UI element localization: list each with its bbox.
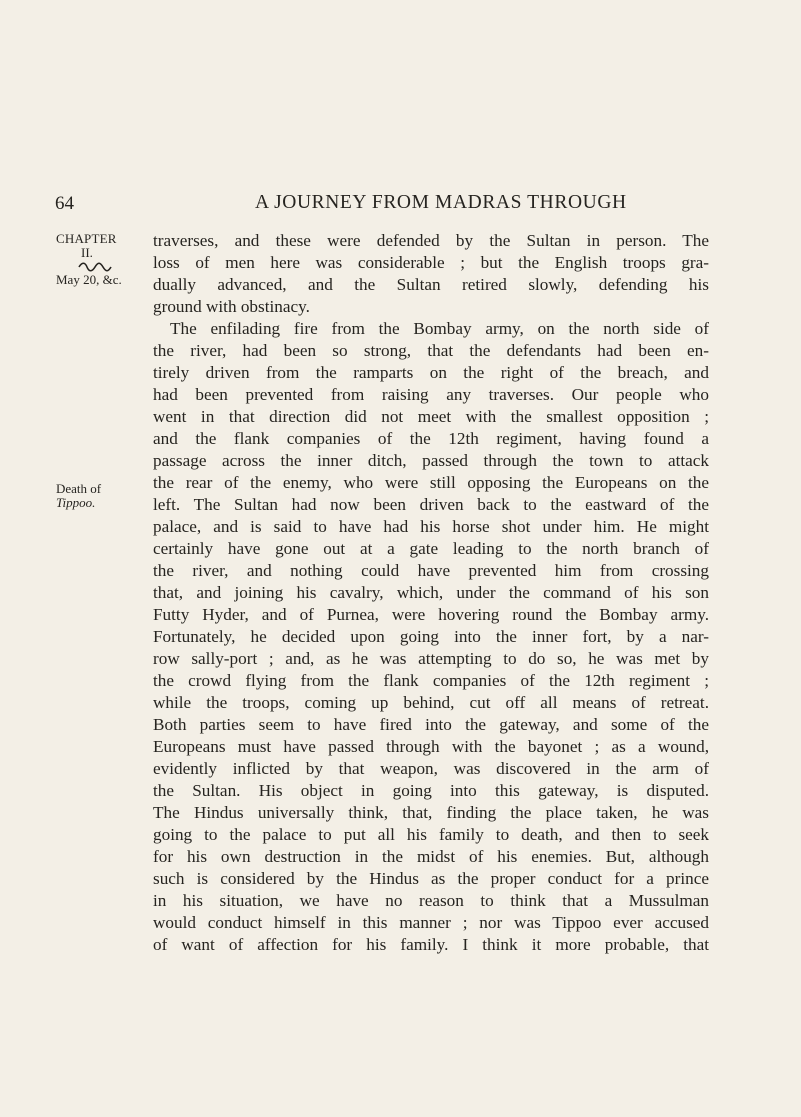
text-line: row sally-port ; and, as he was attempting to do so, he was met by <box>153 649 709 668</box>
margin-note-date: May 20, &c. <box>56 272 122 287</box>
text-line: The Hindus universally think, that, finding the place taken, he was <box>153 803 709 822</box>
text-line: the crowd flying from the flank companies of the 12th regiment ; <box>153 671 709 690</box>
page-number: 64 <box>55 193 74 214</box>
margin-note-death-of: Death of <box>56 481 102 496</box>
text-line: passage across the inner ditch, passed through the town to attack <box>153 451 709 470</box>
margin-note-chapter-number: II. <box>81 245 93 260</box>
text-line: Both parties seem to have fired into the gateway, and some of the <box>153 715 709 734</box>
text-line: for his own destruction in the midst of his enemies. But, although <box>153 847 709 866</box>
text-line: of want of affection for his family. I think it more probable, that <box>153 935 709 954</box>
text-line: the rear of the enemy, who were still opposing the Europeans on the <box>153 473 709 492</box>
text-line: Futty Hyder, and of Purnea, were hovering round the Bombay army. <box>153 605 709 624</box>
text-line: Europeans must have passed through with the bayonet ; as a wound, <box>153 737 709 756</box>
text-line: that, and joining his cavalry, which, under the command of his son <box>153 583 709 602</box>
text-line: went in that direction did not meet with the smallest opposition ; <box>153 407 709 426</box>
text-line: certainly have gone out at a gate leading to the north branch of <box>153 539 709 558</box>
body-text <box>153 230 709 956</box>
text-line: the river, had been so strong, that the defendants had been en- <box>153 341 709 360</box>
text-line: would conduct himself in this manner ; nor was Tippoo ever accused <box>153 913 709 932</box>
text-line: loss of men here was considerable ; but the English troops gra- <box>153 253 709 272</box>
text-line: the Sultan. His object in going into this gateway, is disputed. <box>153 781 709 800</box>
text-line: in his situation, we have no reason to think that a Mussulman <box>153 891 709 910</box>
text-line: palace, and is said to have had his horse shot under him. He might <box>153 517 709 536</box>
text-line: while the troops, coming up behind, cut off all means of retreat. <box>153 693 709 712</box>
text-line: left. The Sultan had now been driven back to the eastward of the <box>153 495 709 514</box>
text-line: ground with obstinacy. <box>153 297 310 316</box>
text-line: The enfilading fire from the Bombay army, on the north side of <box>170 319 709 338</box>
text-line: tirely driven from the ramparts on the right of the breach, and <box>153 363 709 382</box>
text-line: such is considered by the Hindus as the proper conduct for a prince <box>153 869 709 888</box>
text-line: and the flank companies of the 12th regiment, having found a <box>153 429 709 448</box>
text-line: going to the palace to put all his family to death, and then to seek <box>153 825 709 844</box>
text-line: had been prevented from raising any traverses. Our people who <box>153 385 709 404</box>
text-line: traverses, and these were defended by the Sultan in person. The <box>153 231 709 250</box>
text-line: Fortunately, he decided upon going into the inner fort, by a nar- <box>153 627 709 646</box>
text-line: dually advanced, and the Sultan retired slowly, defending his <box>153 275 709 294</box>
text-line: evidently inflicted by that weapon, was discovered in the arm of <box>153 759 709 778</box>
margin-note-tippoo: Tippoo. <box>56 495 96 510</box>
text-line: the river, and nothing could have prevented him from crossing <box>153 561 709 580</box>
margin-note-chapter: CHAPTER <box>56 231 117 246</box>
running-title: A JOURNEY FROM MADRAS THROUGH <box>255 192 627 213</box>
